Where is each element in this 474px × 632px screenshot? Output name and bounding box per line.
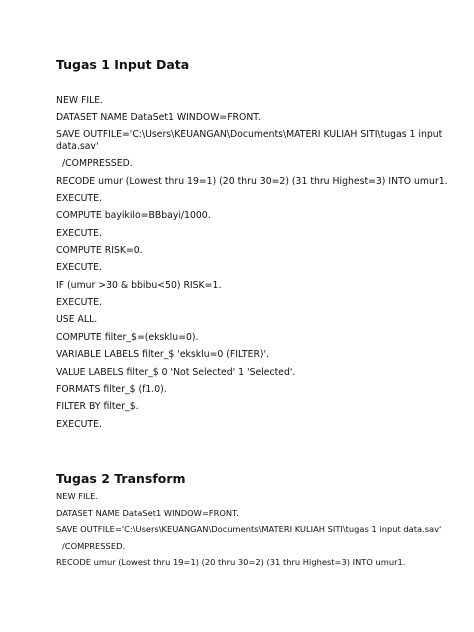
syntax-line: DATASET NAME DataSet1 WINDOW=FRONT.: [56, 508, 239, 518]
syntax-line: SAVE OUTFILE='C:\Users\KEUANGAN\Documents\MATERI KULIAH SITI\tugas 1 input data.sav': [56, 524, 442, 534]
syntax-line: EXECUTE.: [56, 262, 102, 273]
syntax-line: EXECUTE.: [56, 193, 102, 204]
syntax-line: DATASET NAME DataSet1 WINDOW=FRONT.: [56, 112, 261, 123]
syntax-line: USE ALL.: [56, 314, 98, 325]
syntax-line: data.sav': [56, 141, 99, 152]
syntax-line: COMPUTE filter_$=(eksklu=0).: [56, 332, 199, 343]
syntax-line: /COMPRESSED.: [62, 541, 126, 551]
syntax-line: EXECUTE.: [56, 419, 102, 430]
section1-title: Tugas 1 Input Data: [56, 57, 190, 72]
syntax-line: NEW FILE.: [56, 491, 99, 501]
syntax-line: FILTER BY filter_$.: [56, 401, 139, 412]
syntax-line: RECODE umur (Lowest thru 19=1) (20 thru 30=2) (31 thru Highest=3) INTO umur1.: [56, 557, 406, 567]
syntax-line: EXECUTE.: [56, 228, 102, 239]
syntax-line: RECODE umur (Lowest thru 19=1) (20 thru 30=2) (31 thru Highest=3) INTO umur1.: [56, 176, 448, 187]
section2-title: Tugas 2 Transform: [56, 471, 186, 486]
syntax-line: VARIABLE LABELS filter_$ 'eksklu=0 (FILTER)'.: [56, 349, 270, 360]
syntax-line: NEW FILE.: [56, 95, 104, 106]
syntax-line: /COMPRESSED.: [62, 158, 133, 169]
syntax-line: SAVE OUTFILE='C:\Users\KEUANGAN\Documents\MATERI KULIAH SITI\tugas 1 input: [56, 129, 443, 140]
syntax-line: EXECUTE.: [56, 297, 102, 308]
syntax-line: COMPUTE bayikilo=BBbayi/1000.: [56, 210, 211, 221]
syntax-line: COMPUTE RISK=0.: [56, 245, 143, 256]
syntax-line: IF (umur >30 & bbibu<50) RISK=1.: [56, 280, 222, 291]
syntax-line: VALUE LABELS filter_$ 0 'Not Selected' 1 'Selected'.: [56, 367, 296, 378]
syntax-line: FORMATS filter_$ (f1.0).: [56, 384, 167, 395]
